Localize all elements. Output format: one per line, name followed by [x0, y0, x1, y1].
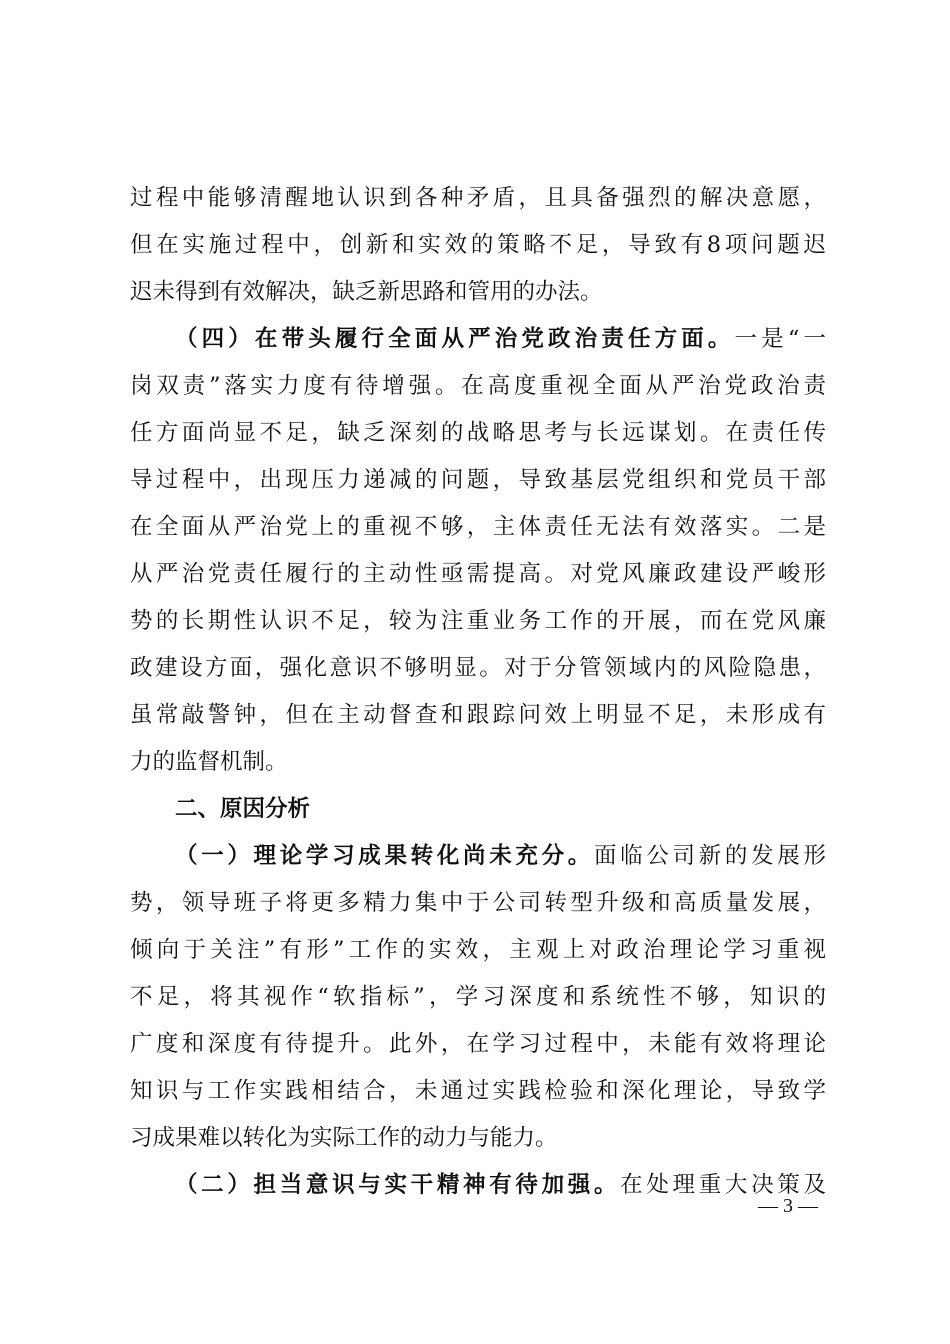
- section-heading: 二、原因分析: [175, 796, 311, 822]
- paragraph-text: 面临公司新的发展形: [593, 843, 826, 869]
- paragraph-first-line: [175, 839, 826, 873]
- paragraph-text: 一是“一: [734, 326, 826, 352]
- paragraph-line: 不足，将其视作“软指标”，学习深度和系统性不够，知识的: [130, 984, 826, 1010]
- paragraph-line: 倾向于关注”有形”工作的实效，主观上对政治理论学习重视: [130, 937, 826, 963]
- paragraph-line: 广度和深度有待提升。此外，在学习过程中，未能有效将理论: [130, 1031, 826, 1057]
- paragraph-line: 过程中能够清醒地认识到各种矛盾，且具备强烈的解决意愿，: [130, 185, 826, 211]
- section-lead: （二）担当意识与实干精神有待加强。: [175, 1172, 621, 1198]
- paragraph-line: 任方面尚显不足，缺乏深刻的战略思考与长远谋划。在责任传: [130, 420, 826, 446]
- paragraph-text: 在处理重大决策及: [620, 1172, 826, 1198]
- paragraph-line: 知识与工作实践相结合，未通过实践检验和深化理论，导致学: [130, 1078, 826, 1104]
- paragraph-line: 势的长期性认识不足，较为注重业务工作的开展，而在党风廉: [130, 608, 826, 634]
- paragraph-line: 虽常敲警钟，但在主动督查和跟踪问效上明显不足，未形成有: [130, 702, 826, 728]
- paragraph-line: 导过程中，出现压力递减的问题，导致基层党组织和党员干部: [130, 467, 826, 493]
- paragraph-line: 但在实施过程中，创新和实效的策略不足，导致有8项问题迟: [130, 232, 826, 258]
- paragraph-line: 力的监督机制。: [130, 749, 288, 775]
- paragraph-line: 势，领导班子将更多精力集中于公司转型升级和高质量发展，: [130, 890, 826, 916]
- paragraph-first-line: [175, 322, 826, 356]
- page-number: — 3 —: [758, 1195, 818, 1217]
- paragraph-line: 从严治党责任履行的主动性亟需提高。对党风廉政建设严峻形: [130, 561, 826, 587]
- section-lead: （一）理论学习成果转化尚未充分。: [175, 843, 594, 869]
- paragraph-line: 迟未得到有效解决，缺乏新思路和管用的办法。: [130, 279, 603, 305]
- paragraph-line: 政建设方面，强化意识不够明显。对于分管领域内的风险隐患，: [130, 655, 826, 681]
- paragraph-first-line: [175, 1168, 826, 1202]
- paragraph-line: 岗双责”落实力度有待增强。在高度重视全面从严治党政治责: [130, 373, 826, 399]
- section-lead: （四）在带头履行全面从严治党政治责任方面。: [175, 326, 735, 352]
- paragraph-line: 习成果难以转化为实际工作的动力与能力。: [130, 1125, 558, 1151]
- paragraph-line: 在全面从严治党上的重视不够，主体责任无法有效落实。二是: [130, 514, 826, 540]
